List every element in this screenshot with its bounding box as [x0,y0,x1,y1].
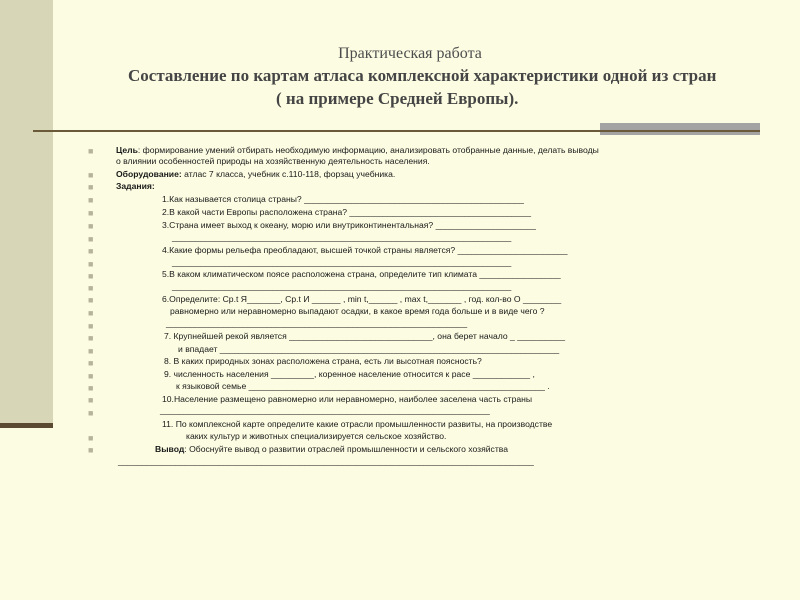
task-2: 2.В какой части Европы расположена страна? ______________________________________ [162,207,532,217]
task-4-answer-line: _______________________________________________________________________ [172,257,512,267]
bullet-icon: ■ [88,383,94,393]
bullet-icon: ■ [88,295,94,305]
task-9-continued: к языковой семье ______________________________________________________________ . [176,381,550,391]
bullet-icon: ■ [88,433,94,443]
divider-accent-block [600,123,760,135]
task-9: 9. численность населения _________, коренное население относится к расе ____________ , [164,369,535,379]
task-5: 5.В каком климатическом поясе расположена страна, определите тип климата _________________ [162,269,561,279]
bullet-icon: ■ [88,259,94,269]
bullet-icon: ■ [88,271,94,281]
bullet-icon: ■ [88,395,94,405]
task-7-continued: и впадает _______________________________________________________________________ [178,344,560,354]
task-3-answer-line: _______________________________________________________________________ [172,232,512,242]
task-11: 11. По комплексной карте определите какие отрасли промышленности развиты, на производстве [162,419,553,429]
goal-label: Цель [116,145,138,155]
task-1: 1.Как называется столица страны? ______________________________________________ [162,194,524,204]
goal-line-2: о влиянии особенностей природы на хозяйственную деятельность населения. [116,156,430,166]
task-4: 4.Какие формы рельефа преобладают, высшей точкой страны является? _______________________ [162,245,568,255]
bullet-icon: ■ [88,408,94,418]
conclusion-answer-line: _______________________________________________________________________________________ [118,456,534,466]
task-3: 3.Страна имеет выход к океану, морю или внутриконтинентальная? _____________________ [162,220,536,230]
task-5-answer-line: _______________________________________________________________________ [172,281,512,291]
task-6: 6.Определите: Ср.t Я_______, Ср.t И ______ , min t,______ , max t,_______ , год. кол-во О ________ [162,294,562,304]
task-8: 8. В каких природных зонах расположена страна, есть ли высотная поясность? [164,356,482,366]
left-accent-bar [0,0,53,425]
bullet-icon: ■ [88,346,94,356]
task-7: 7. Крупнейшей рекой является ______________________________, она берет начало _ __________ [164,331,566,341]
bullet-icon: ■ [88,170,94,180]
equipment-line [116,170,395,179]
equipment-text: атлас 7 класса, учебник с.110-118, форзац учебника. [181,169,396,179]
equipment-label: Оборудование: [116,169,182,179]
bullet-icon: ■ [88,358,94,368]
bullet-icon: ■ [88,208,94,218]
bullet-icon: ■ [88,283,94,293]
bullet-icon: ■ [88,221,94,231]
goal-line-1 [116,146,599,155]
bullet-icon: ■ [88,234,94,244]
task-10: 10.Население размещено равномерно или неравномерно, наиболее заселена часть страны [162,394,533,404]
conclusion-text: : Обоснуйте вывод о развитии отраслей промышленности и сельского хозяйства [184,444,508,454]
bullet-icon: ■ [88,333,94,343]
title-line-2: Составление по картам атласа комплексной характеристики одной из стран [128,66,717,85]
bullet-icon: ■ [88,445,94,455]
bullet-icon: ■ [88,321,94,331]
bullet-icon: ■ [88,371,94,381]
task-6-question: равномерно или неравномерно выпадают осадки, в какое время года больше и в виде чего ? [170,306,545,316]
task-6-answer-line: _______________________________________________________________ [166,318,468,328]
divider-rule-right [600,130,760,132]
title-line-1: Практическая работа [338,45,482,62]
left-accent-bar-edge [0,423,53,428]
title-line-3: ( на примере Средней Европы). [276,89,519,108]
bullet-icon: ■ [88,182,94,192]
bullet-icon: ■ [88,246,94,256]
tasks-label: Задания: [116,181,155,191]
conclusion-label: Вывод [155,444,185,454]
task-11-continued: каких культур и животных специализируется сельское хозяйство. [186,431,447,441]
divider-rule [33,130,600,132]
bullet-icon: ■ [88,195,94,205]
bullet-icon: ■ [88,308,94,318]
task-10-answer-line: _____________________________________________________________________ [160,405,490,415]
bullet-icon: ■ [88,146,94,156]
conclusion-line [155,445,508,454]
goal-text: : формирование умений отбирать необходимую информацию, анализировать отобранные данные, делать выводы [137,145,599,155]
